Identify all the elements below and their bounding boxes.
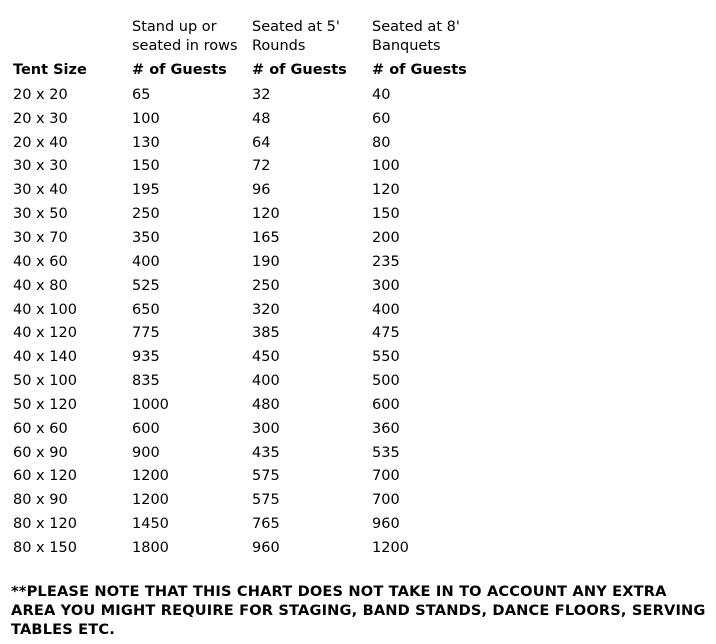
table-row xyxy=(13,465,492,489)
standing-guests-cell: 1450 xyxy=(132,516,169,533)
tent-size-cell: 80 x 90 xyxy=(13,492,68,509)
rounds-guests-cell: 96 xyxy=(252,182,271,199)
tent-size-cell: 40 x 80 xyxy=(13,277,68,294)
standing-guests-cell: 130 xyxy=(132,134,160,151)
banquets-guests-cell: 400 xyxy=(372,301,400,318)
table-row xyxy=(13,321,492,345)
tent-size-cell: 50 x 100 xyxy=(13,373,77,390)
rounds-guests-cell: 765 xyxy=(252,516,280,533)
column-description-banquets-line-2: Banquets xyxy=(372,38,441,54)
standing-guests-cell: 150 xyxy=(132,158,160,175)
table-row xyxy=(13,226,492,250)
table-row xyxy=(13,250,492,274)
tent-size-cell: 40 x 100 xyxy=(13,301,77,318)
tent-size-cell: 60 x 120 xyxy=(13,468,77,485)
column-description-banquets xyxy=(372,17,492,57)
column-description-rounds-line-1: Seated at 5' xyxy=(252,19,340,35)
table-row xyxy=(13,417,492,441)
table-row xyxy=(13,345,492,369)
banquets-guests-cell: 475 xyxy=(372,325,400,342)
standing-guests-cell: 65 xyxy=(132,86,151,103)
banquets-guests-cell: 120 xyxy=(372,182,400,199)
banquets-guests-cell: 60 xyxy=(372,110,391,127)
tent-size-cell: 20 x 20 xyxy=(13,86,68,103)
tent-size-cell: 80 x 120 xyxy=(13,516,77,533)
standing-guests-cell: 650 xyxy=(132,301,160,318)
rounds-guests-cell: 320 xyxy=(252,301,280,318)
tent-size-cell: 80 x 150 xyxy=(13,539,77,556)
standing-guests-cell: 1200 xyxy=(132,468,169,485)
tent-size-cell: 40 x 60 xyxy=(13,253,68,270)
tent-size-cell: 40 x 120 xyxy=(13,325,77,342)
banquets-guests-cell: 100 xyxy=(372,158,400,175)
rounds-guests-cell: 575 xyxy=(252,492,280,509)
table-row xyxy=(13,512,492,536)
standing-guests-cell: 100 xyxy=(132,110,160,127)
column-description-standing-line-2: seated in rows xyxy=(132,38,238,54)
column-description-rounds xyxy=(252,17,372,57)
rounds-guests-cell: 48 xyxy=(252,110,271,127)
standing-guests-cell: 775 xyxy=(132,325,160,342)
rounds-guests-cell: 400 xyxy=(252,373,280,390)
rounds-guests-cell: 165 xyxy=(252,229,280,246)
rounds-guests-cell: 960 xyxy=(252,539,280,556)
tent-size-cell: 60 x 90 xyxy=(13,444,68,461)
rounds-guests-cell: 32 xyxy=(252,86,271,103)
rounds-guests-cell: 300 xyxy=(252,420,280,437)
standing-guests-cell: 525 xyxy=(132,277,160,294)
column-header-tent-size: Tent Size xyxy=(13,62,87,78)
rounds-guests-cell: 120 xyxy=(252,206,280,223)
banquets-guests-cell: 300 xyxy=(372,277,400,294)
standing-guests-cell: 900 xyxy=(132,444,160,461)
rounds-guests-cell: 450 xyxy=(252,349,280,366)
column-description-rounds-line-2: Rounds xyxy=(252,38,306,54)
table-row xyxy=(13,178,492,202)
banquets-guests-cell: 500 xyxy=(372,373,400,390)
column-header-banquets-guests: # of Guests xyxy=(372,62,467,78)
capacity-disclaimer-note: **PLEASE NOTE THAT THIS CHART DOES NOT TAKE IN TO ACCOUNT ANY EXTRA AREA YOU MIGHT REQUIRE FOR STAGING, BAND STANDS, DANCE FLOORS, SERVING TABLES ETC. xyxy=(11,583,706,638)
banquets-guests-cell: 150 xyxy=(372,206,400,223)
banquets-guests-cell: 535 xyxy=(372,444,400,461)
table-row xyxy=(13,488,492,512)
rounds-guests-cell: 64 xyxy=(252,134,271,151)
rounds-guests-cell: 72 xyxy=(252,158,271,175)
banquets-guests-cell: 700 xyxy=(372,468,400,485)
table-row xyxy=(13,131,492,155)
rounds-guests-cell: 435 xyxy=(252,444,280,461)
banquets-guests-cell: 360 xyxy=(372,420,400,437)
table-row xyxy=(13,298,492,322)
banquets-guests-cell: 700 xyxy=(372,492,400,509)
table-row xyxy=(13,369,492,393)
table-row xyxy=(13,155,492,179)
standing-guests-cell: 935 xyxy=(132,349,160,366)
column-description-banquets-line-1: Seated at 8' xyxy=(372,19,460,35)
tent-capacity-table xyxy=(13,17,492,560)
banquets-guests-cell: 550 xyxy=(372,349,400,366)
table-row xyxy=(13,107,492,131)
standing-guests-cell: 1800 xyxy=(132,539,169,556)
tent-size-cell: 30 x 30 xyxy=(13,158,68,175)
tent-size-cell: 20 x 30 xyxy=(13,110,68,127)
table-row xyxy=(13,441,492,465)
tent-size-cell: 30 x 50 xyxy=(13,206,68,223)
tent-size-cell: 30 x 40 xyxy=(13,182,68,199)
table-row xyxy=(13,202,492,226)
rounds-guests-cell: 480 xyxy=(252,396,280,413)
banquets-guests-cell: 200 xyxy=(372,229,400,246)
standing-guests-cell: 195 xyxy=(132,182,160,199)
tent-size-cell: 60 x 60 xyxy=(13,420,68,437)
tent-capacity-chart xyxy=(13,17,492,560)
banquets-guests-cell: 960 xyxy=(372,516,400,533)
banquets-guests-cell: 600 xyxy=(372,396,400,413)
banquets-guests-cell: 40 xyxy=(372,86,391,103)
column-header-rounds-guests: # of Guests xyxy=(252,62,347,78)
table-row xyxy=(13,83,492,107)
table-row xyxy=(13,274,492,298)
standing-guests-cell: 600 xyxy=(132,420,160,437)
standing-guests-cell: 1000 xyxy=(132,396,169,413)
tent-size-cell: 50 x 120 xyxy=(13,396,77,413)
rounds-guests-cell: 575 xyxy=(252,468,280,485)
banquets-guests-cell: 80 xyxy=(372,134,391,151)
tent-size-cell: 40 x 140 xyxy=(13,349,77,366)
banquets-guests-cell: 235 xyxy=(372,253,400,270)
tent-size-cell: 30 x 70 xyxy=(13,229,68,246)
rounds-guests-cell: 190 xyxy=(252,253,280,270)
standing-guests-cell: 835 xyxy=(132,373,160,390)
column-header-row xyxy=(13,57,492,83)
tent-size-cell: 20 x 40 xyxy=(13,134,68,151)
rounds-guests-cell: 385 xyxy=(252,325,280,342)
rounds-guests-cell: 250 xyxy=(252,277,280,294)
table-row xyxy=(13,393,492,417)
standing-guests-cell: 400 xyxy=(132,253,160,270)
banquets-guests-cell: 1200 xyxy=(372,539,409,556)
column-description-standing-line-1: Stand up or xyxy=(132,19,217,35)
column-header-standing-guests: # of Guests xyxy=(132,62,227,78)
column-description-tent-size xyxy=(13,17,132,57)
table-body xyxy=(13,83,492,560)
standing-guests-cell: 350 xyxy=(132,229,160,246)
standing-guests-cell: 1200 xyxy=(132,492,169,509)
standing-guests-cell: 250 xyxy=(132,206,160,223)
column-description-standing xyxy=(132,17,252,57)
table-row xyxy=(13,536,492,560)
column-description-row xyxy=(13,17,492,57)
